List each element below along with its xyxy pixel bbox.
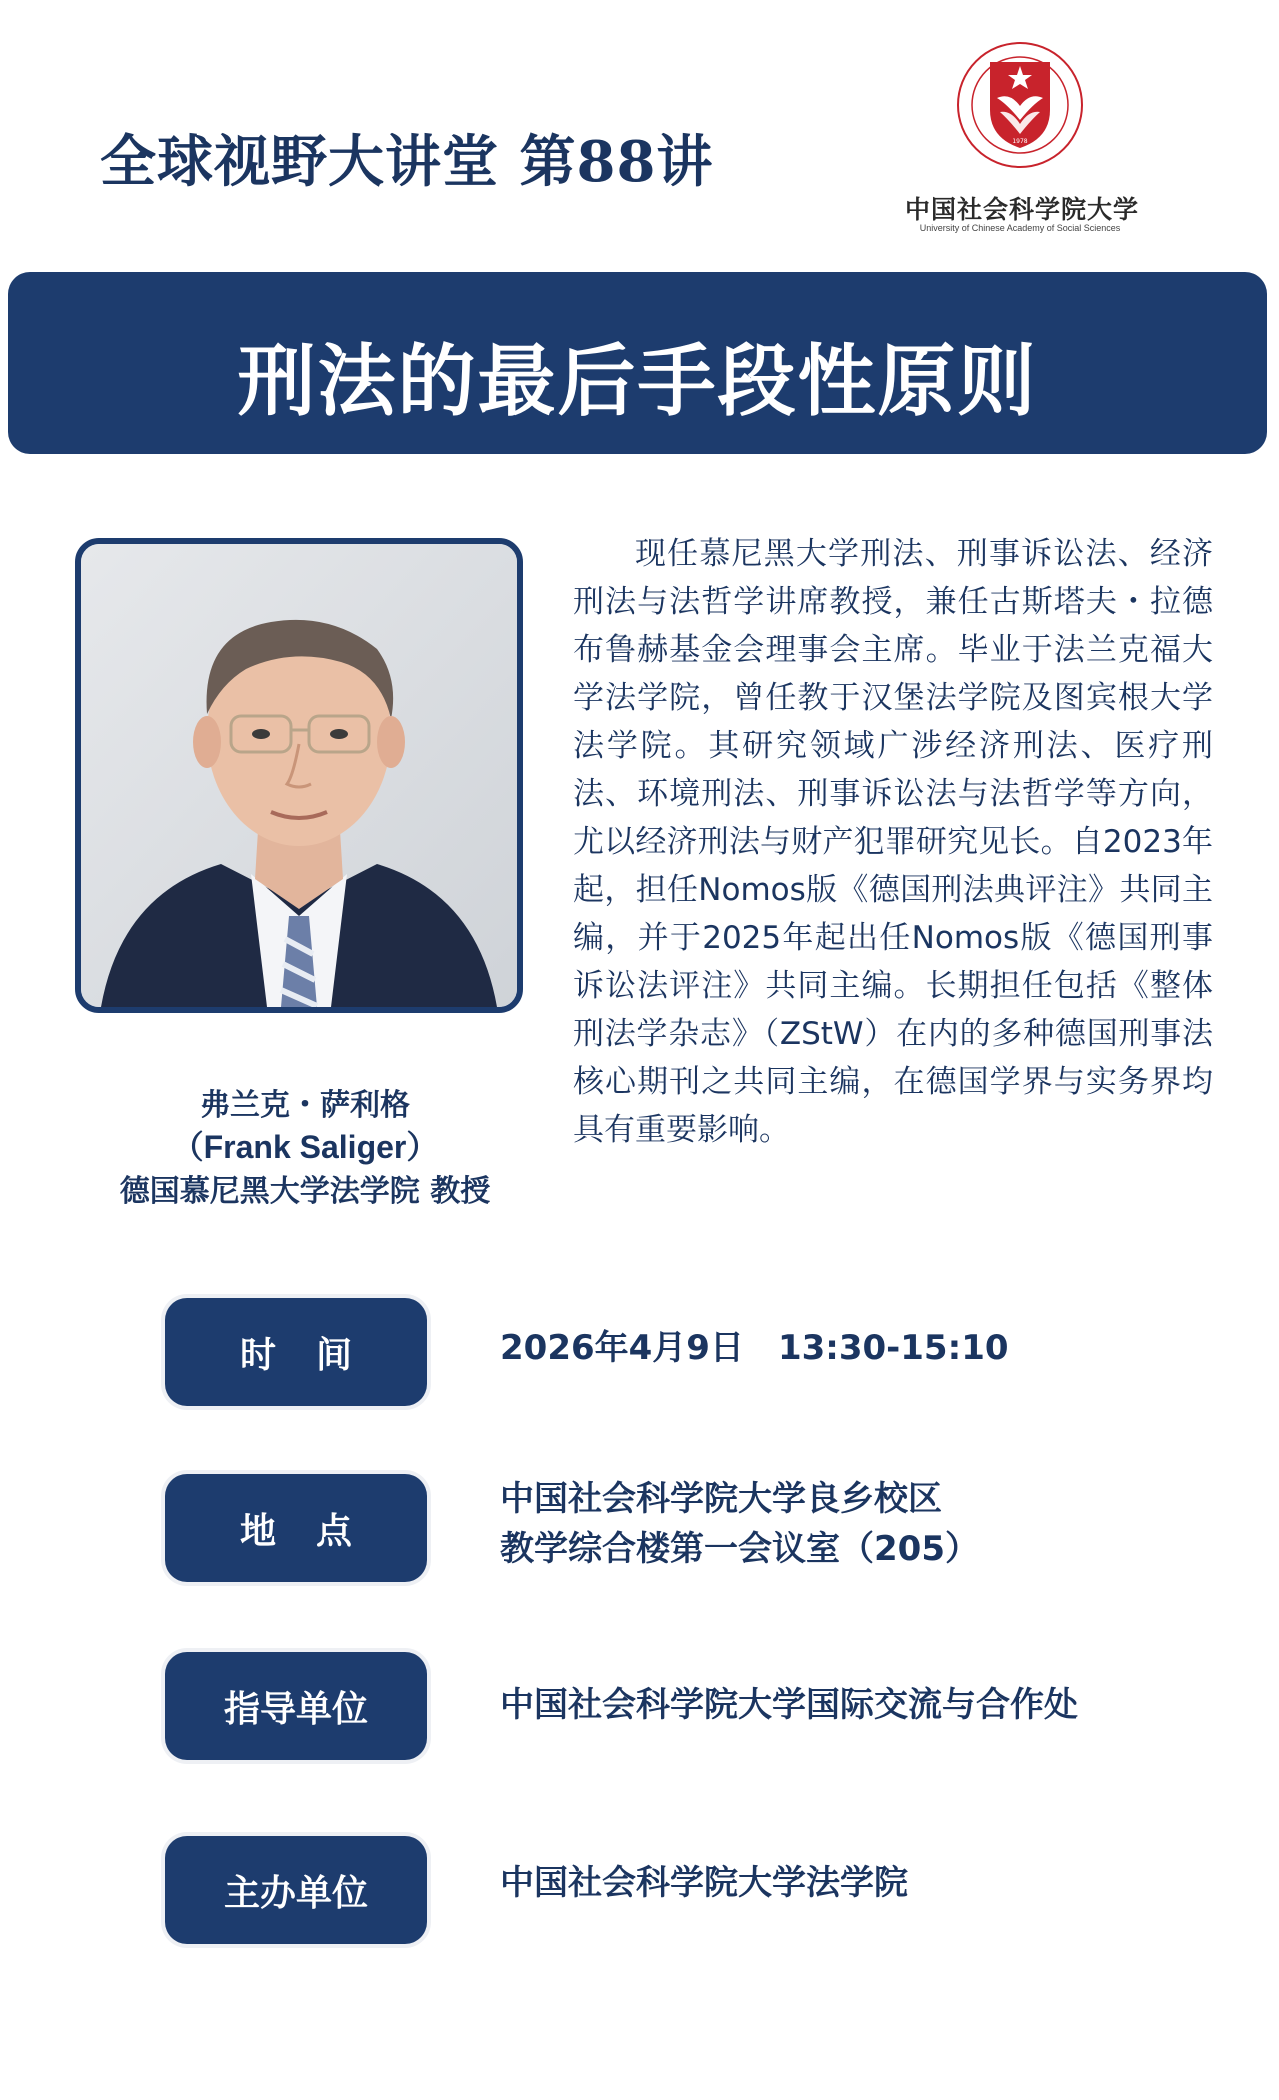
time-value: 2026年4月9日 13:30-15:10 [500,1328,1009,1368]
speaker-name-en: （Frank Saliger） [171,1129,439,1165]
university-logo [905,40,1140,240]
speaker-bio [573,530,1213,1154]
speaker-bio-text: 现任慕尼黑大学刑法、刑事诉讼法、经济刑法与法哲学讲席教授，兼任古斯塔夫・拉德布鲁赫基金会理事会主席。毕业于法兰克福大学法学院，曾任教于汉堡法学院及图宾根大学法学院。其研究领域广涉经济刑法、医疗刑法、环境刑法、刑事诉讼法与法哲学等方向，尤以经济刑法与财产犯罪研究见长。自2023年起，担任Nomos版《德国刑法典评注》共同主编，并于2025年起出任Nomos版《德国刑事诉讼法评注》共同主编。长期担任包括《整体刑法学杂志》（ZStW）在内的多种德国刑事法核心期刊之共同主编，在德国学界与实务界均具有重要影响。 [573,536,1213,1148]
place-line-2: 教学综合楼第一会议室（205） [500,1529,979,1569]
series-title: 全球视野大讲堂 第88讲 [100,129,714,195]
logo-name-cn: 中国社会科学院大学 [905,195,1140,224]
speaker-photo [75,538,523,1013]
title-banner [8,272,1267,454]
speaker-title: 德国慕尼黑大学法学院 教授 [119,1174,491,1209]
seal-year: 1978 [1012,138,1028,145]
time-row [0,1298,1279,1418]
guide-row [0,1652,1279,1772]
place-label: 地点 [165,1474,427,1582]
guide-value: 中国社会科学院大学国际交流与合作处 [500,1685,1078,1725]
logo-name-en: University of Chinese Academy of Social Sciences [919,223,1121,233]
speaker-name-cn: 弗兰克・萨利格 [200,1088,410,1123]
host-value: 中国社会科学院大学法学院 [500,1863,908,1903]
host-label: 主办单位 [165,1836,427,1944]
lecture-title: 刑法的最后手段性原则 [237,336,1038,427]
host-row [0,1836,1279,1956]
place-line-1: 中国社会科学院大学良乡校区 [500,1479,942,1519]
university-seal-icon [955,40,1085,170]
guide-label: 指导单位 [165,1652,427,1760]
speaker-portrait-image [81,544,517,1007]
time-label: 时间 [165,1298,427,1406]
place-row [0,1474,1279,1594]
